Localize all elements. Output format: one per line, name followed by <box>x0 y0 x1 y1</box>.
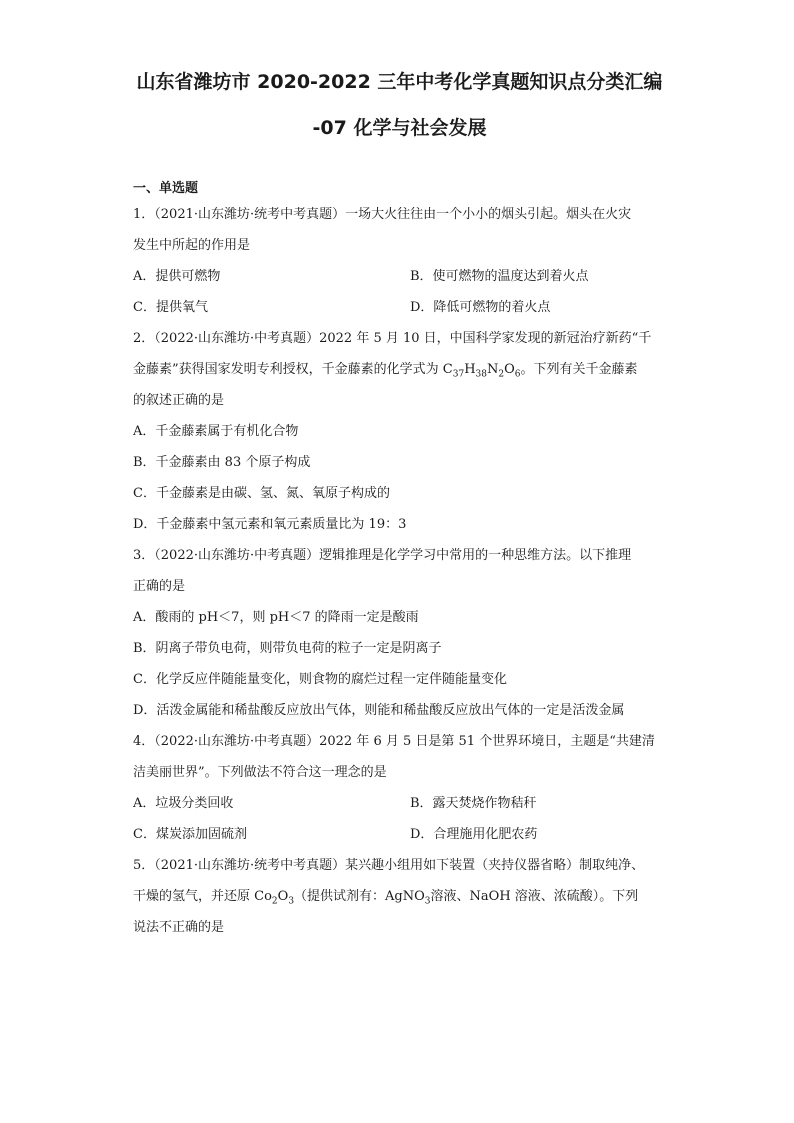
question-5 <box>133 850 666 943</box>
question-4-option-d[interactable]: D．合理施用化肥农药 <box>410 827 538 842</box>
question-2-option-a[interactable]: A．千金藤素属于有机化合物 <box>133 424 299 439</box>
question-4-options-row-2 <box>133 819 666 850</box>
formula-o-subscript: 6 <box>514 369 521 380</box>
question-3-stem-line-1: 3．（2022·山东潍坊·中考真题）逻辑推理是化学学习中常用的一种思维方法。以下推理 <box>133 548 632 563</box>
formula-n-subscript: 2 <box>498 369 505 380</box>
formula-o: O <box>504 362 515 377</box>
question-1-option-c[interactable]: C．提供氧气 <box>133 300 208 315</box>
co-o: O <box>277 889 289 904</box>
question-4-option-a[interactable]: A．垃圾分类回收 <box>133 796 234 811</box>
question-5-stem-line-2-mid: （提供试剂有：AgNO <box>294 889 425 904</box>
question-3-stem-line-2: 正确的是 <box>133 579 186 594</box>
question-2-stem-line-2-post: 。下列有关千金藤素 <box>520 362 638 377</box>
section-heading: 一、单选题 <box>133 181 199 196</box>
formula-h-subscript: 38 <box>475 369 487 380</box>
question-2-stem-line-2 <box>133 354 666 385</box>
question-1-stem-line-2: 发生中所起的作用是 <box>133 238 251 253</box>
question-3-option-a[interactable]: A．酸雨的 pH＜7，则 pH＜7 的降雨一定是酸雨 <box>133 610 419 625</box>
question-3-option-d[interactable]: D．活泼金属能和稀盐酸反应放出气体，则能和稀盐酸反应放出气体的一定是活泼金属 <box>133 703 625 718</box>
question-1-option-d[interactable]: D．降低可燃物的着火点 <box>410 300 551 315</box>
question-5-stem-line-2 <box>133 881 666 912</box>
question-1-option-b[interactable]: B．使可燃物的温度达到着火点 <box>410 269 589 284</box>
document-title <box>133 70 666 140</box>
formula-c-subscript: 37 <box>452 369 465 380</box>
question-4-stem-line-2: 洁美丽世界”。下列做法不符合这一理念的是 <box>133 765 387 780</box>
question-5-stem-line-2-pre: 干燥的氢气，并还原 Co <box>133 889 272 904</box>
question-2-stem-line-3: 的叙述正确的是 <box>133 393 225 408</box>
question-5-stem-line-1: 5．（2021·山东潍坊·统考中考真题）某兴趣小组用如下装置（夹持仪器省略）制取纯净、 <box>133 858 645 873</box>
title-line-1: 山东省潍坊市 2020-2022 三年中考化学真题知识点分类汇编 <box>136 71 663 93</box>
question-4-option-c[interactable]: C．煤炭添加固硫剂 <box>133 827 247 842</box>
question-3 <box>133 540 666 726</box>
question-2-stem-line-2-pre: 金藤素”获得国家发明专利授权，千金藤素的化学式为 C <box>133 362 453 377</box>
question-4-stem-line-1: 4．（2022·山东潍坊·中考真题）2022 年 6 月 5 日是第 51 个世界环境日，主题是“共建清 <box>133 734 655 749</box>
question-2-option-c[interactable]: C．千金藤素是由碳、氢、氮、氧原子构成的 <box>133 486 390 501</box>
question-3-option-b[interactable]: B．阴离子带负电荷，则带负电荷的粒子一定是阴离子 <box>133 641 442 656</box>
title-line-2: -07 化学与社会发展 <box>312 117 487 139</box>
question-5-stem-line-2-post: 溶液、NaOH 溶液、浓硫酸）。下列 <box>430 889 639 904</box>
co-subscript-1: 2 <box>271 896 278 907</box>
question-5-stem-line-3: 说法不正确的是 <box>133 920 225 935</box>
formula-n: N <box>486 362 499 377</box>
question-2 <box>133 323 666 540</box>
question-1-stem-line-1: 1．（2021·山东潍坊·统考中考真题）一场大火往往由一个小小的烟头引起。烟头在火灾 <box>133 207 632 222</box>
question-2-option-b[interactable]: B．千金藤素由 83 个原子构成 <box>133 455 311 470</box>
question-1-options-row-1 <box>133 261 666 292</box>
question-4-options-row-1 <box>133 788 666 819</box>
question-1-options-row-2 <box>133 292 666 323</box>
question-4 <box>133 726 666 850</box>
question-1 <box>133 199 666 323</box>
question-4-option-b[interactable]: B．露天焚烧作物秸秆 <box>410 796 537 811</box>
question-3-option-c[interactable]: C．化学反应伴随能量变化，则食物的腐烂过程一定伴随能量变化 <box>133 672 507 687</box>
agno3-subscript: 3 <box>424 896 431 907</box>
co-subscript-2: 3 <box>288 896 295 907</box>
question-1-option-a[interactable]: A．提供可燃物 <box>133 269 221 284</box>
question-2-option-d[interactable]: D．千金藤素中氢元素和氧元素质量比为 19：3 <box>133 517 407 532</box>
question-2-stem-line-1: 2．（2022·山东潍坊·中考真题）2022 年 5 月 10 日，中国科学家发现的新冠治疗新药“千 <box>133 331 652 346</box>
formula-h: H <box>464 362 476 377</box>
